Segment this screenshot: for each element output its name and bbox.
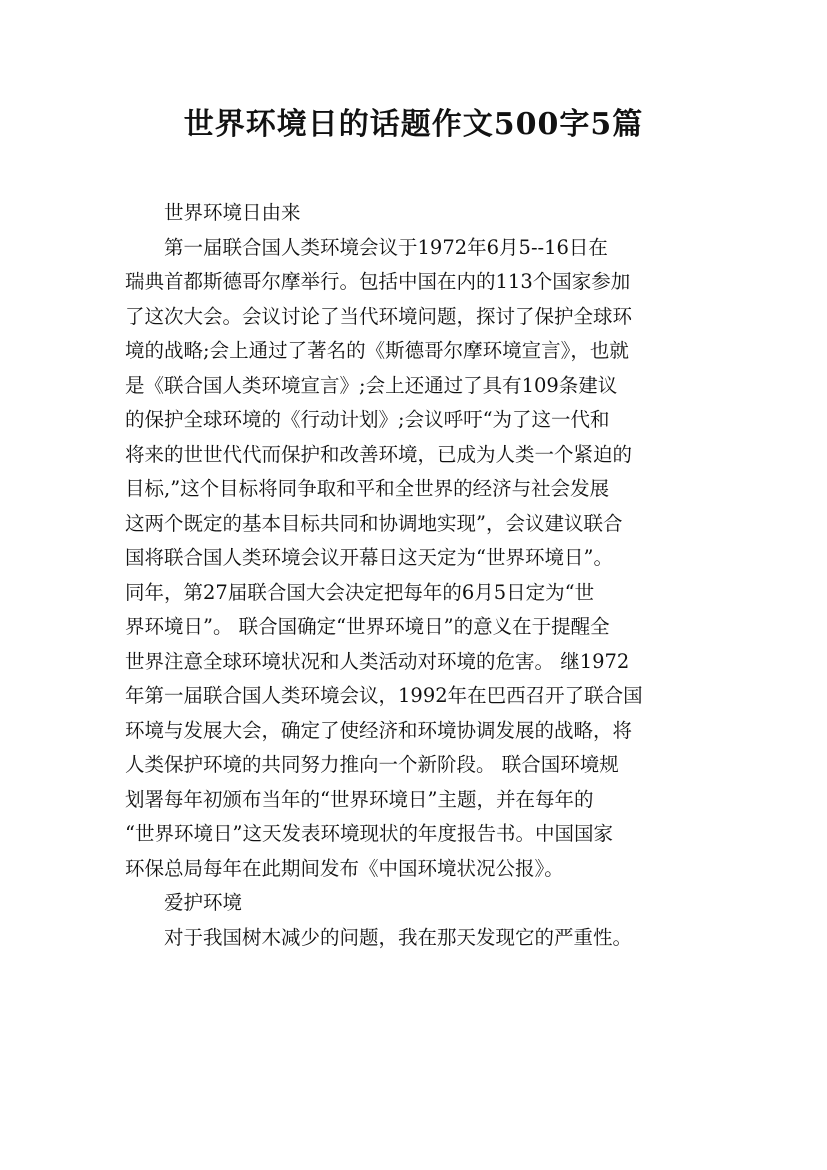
document-title: 世界环境日的话题作文500字5篇 [183, 107, 644, 142]
text-line: 界环境日”。 联合国确定“世界环境日”的意义在于提醒全 [125, 615, 610, 638]
text-line: 人类保护环境的共同努力推向一个新阶段。 联合国环境规 [125, 753, 619, 776]
text-line: 国将联合国人类环境会议开幕日这天定为“世界环境日”。 [125, 546, 613, 569]
text-line: 世界注意全球环境状况和人类活动对环境的危害。 继1972 [125, 649, 630, 673]
text-line: 目标,”这个目标将同争取和平和全世界的经济与社会发展 [125, 477, 610, 500]
text-line: 的保护全球环境的《行动计划》;会议呼吁“为了这一代和 [125, 408, 610, 431]
text-line: 这两个既定的基本目标共同和协调地实现”，会议建议联合 [125, 511, 623, 535]
text-line: 环境与发展大会，确定了使经济和环境协调发展的战略，将 [125, 718, 633, 742]
text-line: 第一届联合国人类环境会议于1972年6月5--16日在 [164, 235, 608, 259]
text-line: 了这次大会。会议讨论了当代环境问题，探讨了保护全球环 [125, 304, 633, 328]
heading-protect-environment: 爱护环境 [164, 891, 243, 914]
text-line: 同年，第27届联合国大会决定把每年的6月5日定为“世 [125, 580, 595, 604]
heading-origin: 世界环境日由来 [164, 201, 301, 224]
text-line: 对于我国树木减少的问题，我在那天发现它的严重性。 [164, 925, 633, 949]
text-line: 是《联合国人类环境宣言》;会上还通过了具有109条建议 [125, 373, 618, 397]
text-line: 瑞典首都斯德哥尔摩举行。包括中国在内的113个国家参加 [125, 270, 631, 293]
text-line: 划署每年初颁布当年的“世界环境日”主题，并在每年的 [125, 787, 594, 811]
text-line: 年第一届联合国人类环境会议，1992年在巴西召开了联合国 [125, 684, 643, 707]
text-line: 将来的世世代代而保护和改善环境，已成为人类一个紧迫的 [125, 442, 633, 466]
text-line: 环保总局每年在此期间发布《中国环境状况公报》。 [125, 856, 564, 880]
text-line: 境的战略;会上通过了著名的《斯德哥尔摩环境宣言》，也就 [125, 339, 629, 362]
document-body [125, 196, 715, 955]
text-line: “世界环境日”这天发表环境现状的年度报告书。中国国家 [125, 822, 613, 845]
